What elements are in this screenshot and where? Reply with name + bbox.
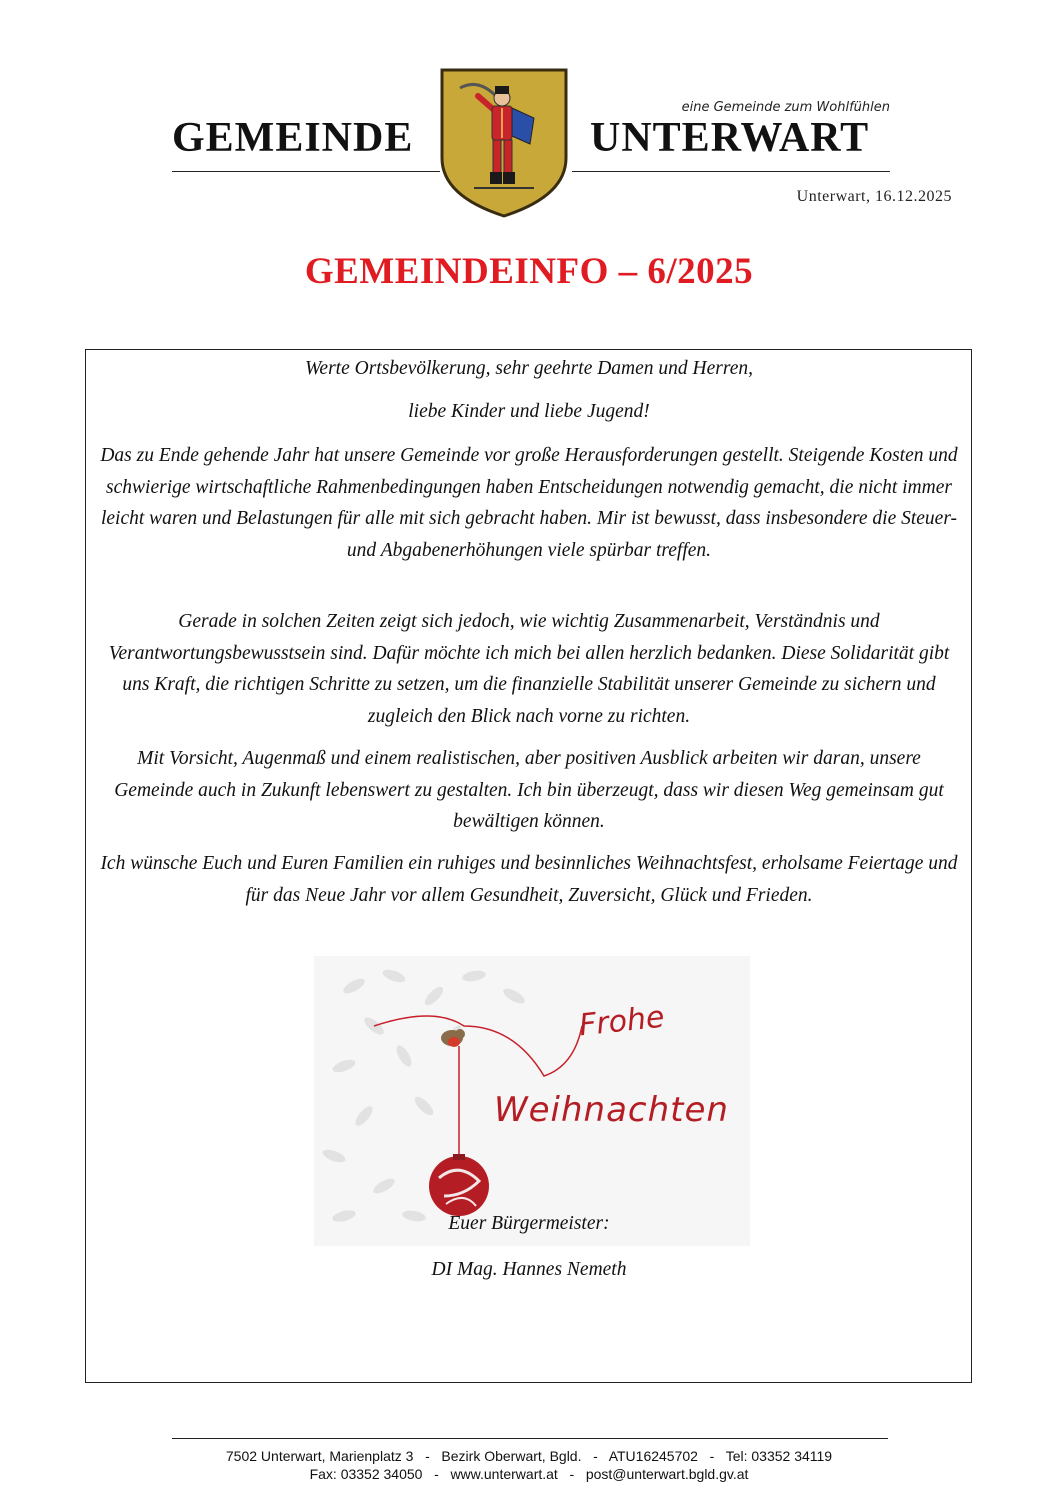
letter-box bbox=[85, 349, 972, 1383]
header-left-word: GEMEINDE bbox=[172, 115, 414, 161]
letter-paragraph: Gerade in solchen Zeiten zeigt sich jedoch, wie wichtig Zusammenarbeit, Verständnis und Verantwortungsbewusstsein sind. Dafür möchte ich mich bei allen herzlich bedanken. Diese Solidarität gibt uns Kraft, die richtigen Schritte zu setzen, um die finanzielle Stabilität unserer Gemeinde zu sichern und zugleich den Blick nach vorne zu richten. bbox=[108, 611, 950, 727]
signature-name: DI Mag. Hannes Nemeth bbox=[431, 1259, 627, 1280]
header-tagline: eine Gemeinde zum Wohlfühlen bbox=[681, 100, 890, 115]
card-greeting-frohe: Frohe bbox=[577, 999, 667, 1044]
header-rule-right bbox=[572, 171, 890, 172]
signature-label: Euer Bürgermeister: bbox=[448, 1213, 610, 1234]
footer-rule bbox=[172, 1438, 888, 1439]
greeting-line-1: Werte Ortsbevölkerung, sehr geehrte Damen und Herren, bbox=[304, 358, 754, 379]
letter-paragraph: Mit Vorsicht, Augenmaß und einem realistischen, aber positiven Ausblick arbeiten wir daran, unsere Gemeinde auch in Zukunft lebenswert zu gestalten. Ich bin überzeugt, dass wir diesen Weg gemeinsam gut bewältigen können. bbox=[114, 748, 944, 832]
greeting-line-2: liebe Kinder und liebe Jugend! bbox=[408, 401, 650, 422]
footer-contact-line: Fax: 03352 34050 - www.unterwart.at - post@unterwart.bgld.gv.at bbox=[309, 1466, 749, 1482]
header-right-word: UNTERWART bbox=[590, 115, 870, 161]
card-greeting-weihnachten: Weihnachten bbox=[494, 1090, 729, 1130]
coat-of-arms-icon bbox=[438, 66, 570, 220]
letter-paragraph: Das zu Ende gehende Jahr hat unsere Gemeinde vor große Herausforderungen gestellt. Steigende Kosten und schwierige wirtschaftliche Rahmenbedingungen haben Entscheidungen notwendig gemacht, die nicht immer leicht waren und Belastungen für alle mit sich gebracht haben. Mir ist bewusst, dass insbesondere die Steuer- und Abgabenerhöhungen viele spürbar treffen. bbox=[100, 445, 958, 561]
document-date: Unterwart, 16.12.2025 bbox=[796, 188, 952, 205]
letter-paragraph: Ich wünsche Euch und Euren Familien ein ruhiges und besinnliches Weihnachtsfest, erholsame Feiertage und für das Neue Jahr vor allem Gesundheit, Zuversicht, Glück und Frieden. bbox=[100, 853, 958, 906]
footer-address-line: 7502 Unterwart, Marienplatz 3 - Bezirk Oberwart, Bgld. - ATU16245702 - Tel: 03352 34119 bbox=[225, 1448, 833, 1464]
header-rule-left bbox=[172, 171, 440, 172]
christmas-card-image bbox=[314, 956, 750, 1246]
page-title: GEMEINDEINFO – 6/2025 bbox=[304, 251, 754, 292]
